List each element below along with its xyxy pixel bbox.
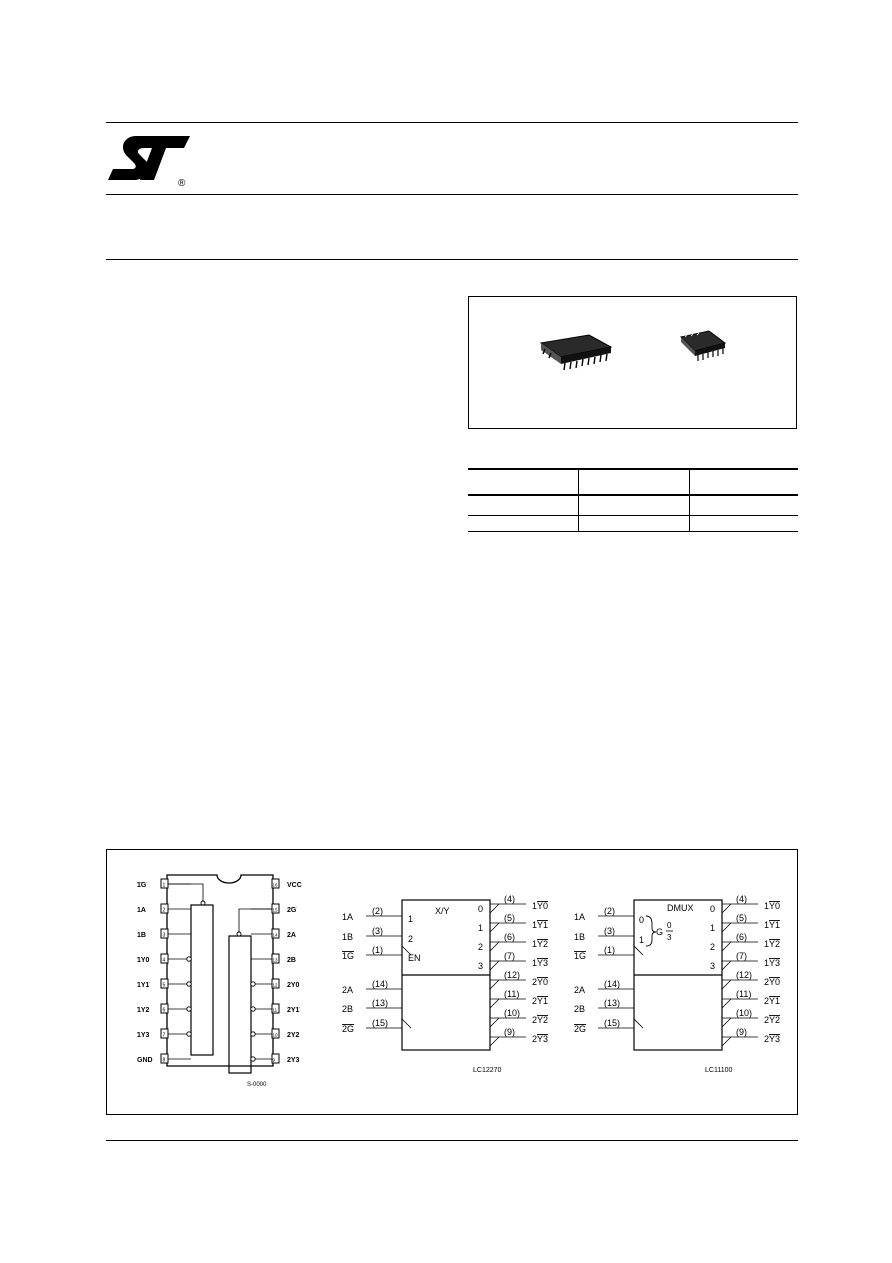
- table-cell: [579, 495, 690, 516]
- dip-pin-number: 13: [272, 957, 278, 963]
- table-cell: [468, 516, 579, 532]
- order-codes-table: [468, 468, 798, 532]
- dip-pin-label-left: 1Y0: [137, 957, 150, 964]
- dmux-title: DMUX: [667, 903, 694, 913]
- iec-negation-indicator: [490, 980, 499, 989]
- dip-pin-number: 6: [162, 1007, 166, 1014]
- iec-negation-indicator: [490, 1018, 499, 1027]
- dip-pin-number: 5: [162, 982, 166, 989]
- dmux-code: LC11100: [705, 1067, 733, 1074]
- iec-input-pin: (1): [372, 945, 383, 955]
- iec-output-pin: (9): [504, 1027, 515, 1037]
- dip-pin-number: 9: [272, 1057, 276, 1063]
- iec-output-signal: 2Y2: [532, 1015, 549, 1025]
- iec-output-signal: 1Y1: [764, 920, 781, 930]
- iec-input-pin: (13): [604, 998, 621, 1008]
- iec-output-signal: 1Y2: [764, 939, 781, 949]
- dip-pin-label-right: 2Y1: [287, 1007, 300, 1014]
- drawing-code: S-0000: [247, 1082, 267, 1088]
- iec-output-signal: 1Y1: [532, 920, 549, 930]
- dip-inversion-bubble: [237, 932, 241, 936]
- iec-negation-indicator: [722, 904, 731, 913]
- iec-negation-indicator: [722, 942, 731, 951]
- dip-inversion-bubble: [251, 1057, 255, 1061]
- iec-input-pin: (14): [604, 979, 621, 989]
- iec-negation-indicator: [722, 980, 731, 989]
- iec-negation-indicator: [490, 942, 499, 951]
- pin-and-logic-diagrams: [107, 850, 797, 1114]
- xy-in-label: 2: [408, 934, 414, 944]
- iec-input-pin: (15): [604, 1018, 621, 1028]
- dip-inversion-bubble: [187, 982, 191, 986]
- header-top-rule: [106, 122, 798, 123]
- table-header-cell: [690, 469, 799, 495]
- dip-pin-label-left: 1A: [137, 907, 146, 914]
- dip-pin-label-left: 1Y2: [137, 1007, 150, 1014]
- dip-inversion-bubble: [251, 1007, 255, 1011]
- dip-pin-label-left: 1Y3: [137, 1032, 150, 1039]
- diagrams-box: [106, 849, 798, 1115]
- dip-pin-label-right: 2G: [287, 907, 297, 914]
- table-cell: [579, 516, 690, 532]
- table-row: [468, 495, 798, 516]
- table-cell: [468, 495, 579, 516]
- iec-negation-indicator: [722, 1037, 731, 1046]
- package-image-box: [468, 296, 797, 429]
- iec-input-pin: (2): [372, 906, 383, 916]
- dip-pin-number: 7: [162, 1032, 166, 1039]
- dip-pin-label-right: 2Y3: [287, 1057, 300, 1064]
- dip-pin-number: 2: [162, 907, 166, 914]
- iec-negation-indicator: [722, 923, 731, 932]
- iec-negation-indicator: [402, 946, 411, 955]
- iec-output-pin: (12): [736, 970, 753, 980]
- iec-input-pin: (15): [372, 1018, 389, 1028]
- iec-input-signal: 1A: [574, 912, 586, 922]
- xy-title: X/Y: [435, 906, 450, 916]
- iec-negation-indicator: [722, 1018, 731, 1027]
- iec-output-signal: 2Y3: [532, 1034, 549, 1044]
- iec-input-signal: 1B: [574, 932, 586, 942]
- dmux-out-label: 0: [710, 904, 716, 914]
- iec-output-pin: (6): [736, 932, 747, 942]
- header-middle-rule: [106, 194, 798, 195]
- iec-negation-indicator: [634, 1019, 643, 1028]
- dip-pin-label-left: 1B: [137, 932, 146, 939]
- table-row: [468, 516, 798, 532]
- iec-input-signal: 1B: [342, 932, 354, 942]
- xy-in-label: 1: [408, 914, 414, 924]
- iec-output-pin: (7): [504, 951, 515, 961]
- xy-in-label: EN: [408, 953, 421, 963]
- dmux-in-label: 1: [639, 935, 645, 945]
- iec-output-signal: 1Y0: [764, 901, 781, 911]
- iec-output-pin: (4): [736, 894, 747, 904]
- iec-output-signal: 2Y1: [764, 996, 781, 1006]
- iec-input-pin: (1): [604, 945, 615, 955]
- package-illustration: [469, 297, 796, 428]
- dip-wire: [239, 909, 272, 936]
- iec-input-pin: (2): [604, 906, 615, 916]
- dip-pin-number: 12: [272, 982, 278, 988]
- iec-output-pin: (9): [736, 1027, 747, 1037]
- dip-inversion-bubble: [201, 901, 205, 905]
- xy-out-label: 3: [478, 961, 484, 971]
- dip-pin-label-left: 1G: [137, 882, 147, 889]
- table-header-cell: [468, 469, 579, 495]
- xy-out-label: 1: [478, 923, 484, 933]
- dip-pin-label-right: 2Y0: [287, 982, 300, 989]
- dip-inversion-bubble: [187, 1032, 191, 1036]
- iec-negation-indicator: [490, 961, 499, 970]
- dmux-out-label: 2: [710, 942, 716, 952]
- dmux-g-label: G: [656, 927, 664, 937]
- iec-output-signal: 1Y2: [532, 939, 549, 949]
- xy-code: LC12270: [473, 1067, 502, 1074]
- iec-output-pin: (7): [736, 951, 747, 961]
- iec-input-pin: (14): [372, 979, 389, 989]
- iec-input-pin: (3): [372, 926, 383, 936]
- registered-mark: ®: [178, 178, 186, 188]
- footer-rule: [106, 1140, 798, 1141]
- dip-wire: [168, 884, 203, 905]
- iec-output-signal: 2Y0: [764, 977, 781, 987]
- iec-input-signal: 2G: [342, 1024, 355, 1034]
- iec-output-pin: (11): [736, 989, 752, 999]
- iec-negation-indicator: [634, 946, 643, 955]
- iec-output-pin: (10): [504, 1008, 521, 1018]
- dmux-g-num: 0: [667, 921, 672, 930]
- dip-pin-label-right: 2Y2: [287, 1032, 300, 1039]
- dmux-out-label: 3: [710, 961, 716, 971]
- dip-pin-number: 3: [162, 932, 166, 939]
- iec-output-pin: (6): [504, 932, 515, 942]
- iec-output-pin: (5): [736, 913, 747, 923]
- dip-pin-label-right: VCC: [287, 882, 302, 889]
- table-cell: [690, 516, 799, 532]
- st-logo-icon: [106, 130, 196, 188]
- header-bottom-rule: [106, 259, 798, 260]
- dip-pin-number: 10: [272, 1032, 278, 1038]
- iec-input-pin: (3): [604, 926, 615, 936]
- iec-output-signal: 2Y0: [532, 977, 549, 987]
- table-header-row: [468, 469, 798, 495]
- iec-output-signal: 2Y2: [764, 1015, 781, 1025]
- iec-output-signal: 2Y1: [532, 996, 549, 1006]
- iec-input-signal: 1G: [342, 951, 355, 961]
- dip-pin-label-right: 2A: [287, 932, 296, 939]
- iec-output-pin: (5): [504, 913, 515, 923]
- xy-out-label: 2: [478, 942, 484, 952]
- table-header-cell: [579, 469, 690, 495]
- iec-input-signal: 1A: [342, 912, 354, 922]
- iec-negation-indicator: [490, 999, 499, 1008]
- iec-output-pin: (12): [504, 970, 521, 980]
- dip-inversion-bubble: [187, 957, 191, 961]
- iec-negation-indicator: [402, 1019, 411, 1028]
- dip-inversion-bubble: [251, 982, 255, 986]
- iec-output-signal: 1Y3: [532, 958, 549, 968]
- iec-negation-indicator: [722, 999, 731, 1008]
- iec-logic-symbol-xy: [342, 894, 548, 1074]
- iec-output-signal: 2Y3: [764, 1034, 781, 1044]
- iec-output-pin: (4): [504, 894, 515, 904]
- iec-input-signal: 2B: [342, 1004, 354, 1014]
- iec-negation-indicator: [490, 1037, 499, 1046]
- dmux-in-label: 0: [639, 915, 645, 925]
- iec-input-signal: 2B: [574, 1004, 586, 1014]
- iec-output-signal: 1Y0: [532, 901, 549, 911]
- iec-output-pin: (10): [736, 1008, 753, 1018]
- iec-input-signal: 2G: [574, 1024, 587, 1034]
- iec-negation-indicator: [722, 961, 731, 970]
- dip-pin-label-left: 1Y1: [137, 982, 150, 989]
- iec-input-pin: (13): [372, 998, 389, 1008]
- dip-pin-number: 16: [272, 882, 278, 888]
- iec-input-signal: 1G: [574, 951, 587, 961]
- pin-connection-diagram: [137, 875, 302, 1088]
- dip-pin-number: 11: [272, 1007, 278, 1013]
- tssop-package-icon: [681, 331, 725, 361]
- iec-input-signal: 2A: [574, 985, 586, 995]
- dmux-g-den: 3: [667, 933, 672, 942]
- dip-pin-number: 14: [272, 932, 278, 938]
- table-cell: [690, 495, 799, 516]
- iec-logic-symbol-dmux: [574, 894, 780, 1074]
- iec-negation-indicator: [490, 923, 499, 932]
- dip-inversion-bubble: [251, 1032, 255, 1036]
- dip-pin-label-left: GND: [137, 1057, 153, 1064]
- dip-inversion-bubble: [187, 1007, 191, 1011]
- iec-negation-indicator: [490, 904, 499, 913]
- dip-pin-label-right: 2B: [287, 957, 296, 964]
- iec-output-signal: 1Y3: [764, 958, 781, 968]
- xy-out-label: 0: [478, 904, 484, 914]
- dmux-out-label: 1: [710, 923, 716, 933]
- dip-pin-number: 8: [162, 1057, 166, 1064]
- iec-output-pin: (11): [504, 989, 520, 999]
- dip-pin-number: 15: [272, 907, 278, 913]
- soic-package-icon: [541, 335, 611, 370]
- iec-input-signal: 2A: [342, 985, 354, 995]
- dip-pin-number: 4: [162, 957, 166, 964]
- dip-pin-number: 1: [162, 882, 166, 889]
